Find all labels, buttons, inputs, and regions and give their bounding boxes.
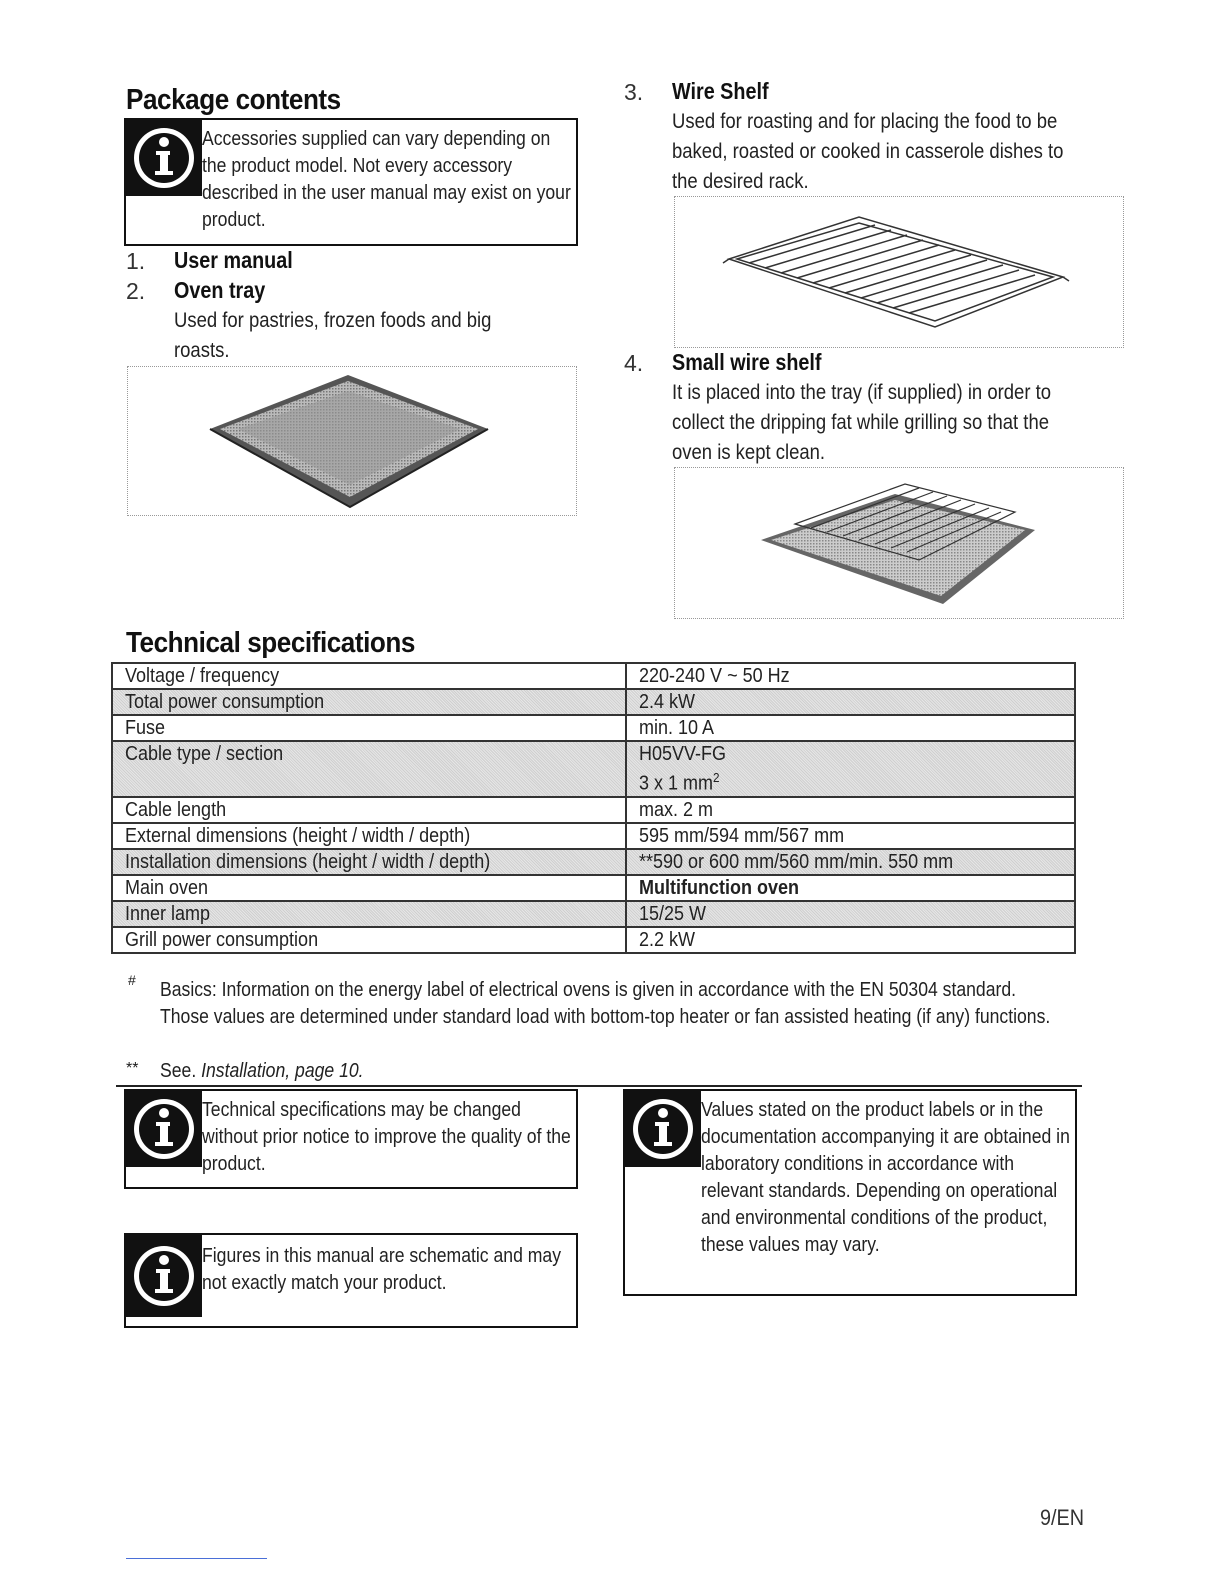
info-icon bbox=[126, 1091, 202, 1167]
spec-value: max. 2 m bbox=[639, 798, 714, 821]
spec-value: 2.4 kW bbox=[639, 691, 696, 713]
item-number: 2. bbox=[126, 278, 146, 304]
table-row bbox=[112, 715, 1075, 741]
table-row bbox=[112, 927, 1075, 953]
table-row bbox=[112, 849, 1075, 875]
info-text: Technical specifications may be changed without prior notice to improve the quality of the product. bbox=[202, 1099, 571, 1175]
info-icon bbox=[625, 1091, 701, 1167]
spec-value: 15/25 W bbox=[639, 902, 707, 925]
bottom-rule bbox=[126, 1558, 267, 1559]
spec-value: **590 or 600 mm/560 mm/min. 550 mm bbox=[639, 850, 954, 873]
footnote-mark: # bbox=[128, 972, 136, 988]
table-row bbox=[112, 741, 1075, 797]
spec-label: Grill power consumption bbox=[125, 928, 319, 951]
info-icon bbox=[126, 120, 202, 196]
spec-label: External dimensions (height / width / depth) bbox=[125, 824, 471, 847]
small-wire-shelf-illustration bbox=[674, 467, 1124, 619]
item-title-user-manual: User manual bbox=[174, 247, 293, 273]
table-row bbox=[112, 663, 1075, 689]
divider bbox=[116, 1085, 1082, 1087]
item-title-wire-shelf: Wire Shelf bbox=[672, 78, 769, 104]
section-title-package: Package contents bbox=[126, 84, 341, 116]
footnote-mark: ** bbox=[126, 1060, 139, 1077]
info-box-accessories bbox=[124, 118, 578, 246]
spec-label: Main oven bbox=[125, 876, 209, 899]
spec-label: Fuse bbox=[125, 717, 166, 739]
info-box-values bbox=[623, 1089, 1077, 1296]
spec-value-line2: 3 x 1 $mm^2$ bbox=[639, 770, 720, 795]
item-desc-wire-shelf: Used for roasting and for placing the food to be baked, roasted or cooked in casserole dishes to the desired rack. bbox=[672, 110, 1064, 193]
info-text: Figures in this manual are schematic and may not exactly match your product. bbox=[202, 1245, 562, 1294]
spec-label: Total power consumption bbox=[125, 691, 325, 713]
table-row bbox=[112, 901, 1075, 927]
info-box-figures bbox=[124, 1233, 578, 1328]
spec-label: Voltage / frequency bbox=[125, 665, 280, 687]
item-number: 4. bbox=[624, 350, 644, 376]
section-title-tech: Technical specifications bbox=[126, 627, 415, 659]
spec-label: Inner lamp bbox=[125, 902, 211, 925]
installation-link[interactable]: Installation, page 10. bbox=[201, 1060, 364, 1082]
spec-table bbox=[111, 662, 1076, 954]
spec-value: min. 10 A bbox=[639, 717, 715, 739]
wire-shelf-illustration bbox=[674, 196, 1124, 348]
item-desc-small-wire-shelf: It is placed into the tray (if supplied) in order to collect the dripping fat while grilling so that the oven is kept clean. bbox=[672, 381, 1052, 464]
spec-value: 595 mm/594 mm/567 mm bbox=[639, 824, 845, 847]
oven-tray-illustration bbox=[127, 366, 577, 516]
spec-label: Cable length bbox=[125, 798, 227, 821]
info-text: Accessories supplied can vary depending on the product model. Not every accessory described in the user manual may exist on your product. bbox=[202, 128, 571, 231]
table-row bbox=[112, 875, 1075, 901]
item-desc-oven-tray: Used for pastries, frozen foods and big roasts. bbox=[174, 309, 492, 362]
page-number: 9/EN bbox=[1040, 1505, 1085, 1530]
item-title-oven-tray: Oven tray bbox=[174, 277, 266, 303]
spec-value: 2.2 kW bbox=[639, 928, 696, 951]
spec-label: Cable type / section bbox=[125, 743, 284, 765]
spec-value: Multifunction oven bbox=[639, 876, 799, 899]
table-row bbox=[112, 797, 1075, 823]
item-number: 1. bbox=[126, 248, 146, 274]
info-icon bbox=[126, 1235, 202, 1317]
info-box-spec-change bbox=[124, 1089, 578, 1189]
spec-value: H05VV-FG bbox=[639, 743, 727, 765]
item-title-small-wire-shelf: Small wire shelf bbox=[672, 349, 822, 375]
footnote-basics: Basics: Information on the energy label of electrical ovens is given in accordance with the EN 50304 standard. Those values are determined under standard load with bottom-top heater or fan assisted heating (if any) functions. bbox=[160, 979, 1051, 1028]
footnote-see: See. Installation, page 10. bbox=[160, 1060, 364, 1082]
item-number: 3. bbox=[624, 79, 644, 105]
info-text: Values stated on the product labels or in the documentation accompanying it are obtained in laboratory conditions in accordance with relevant standards. Depending on operational and environmental conditions of the product, these values may vary. bbox=[701, 1099, 1070, 1256]
spec-label: Installation dimensions (height / width / depth) bbox=[125, 850, 491, 873]
table-row bbox=[112, 689, 1075, 715]
spec-value: 220-240 V ~ 50 Hz bbox=[639, 665, 790, 687]
table-row bbox=[112, 823, 1075, 849]
